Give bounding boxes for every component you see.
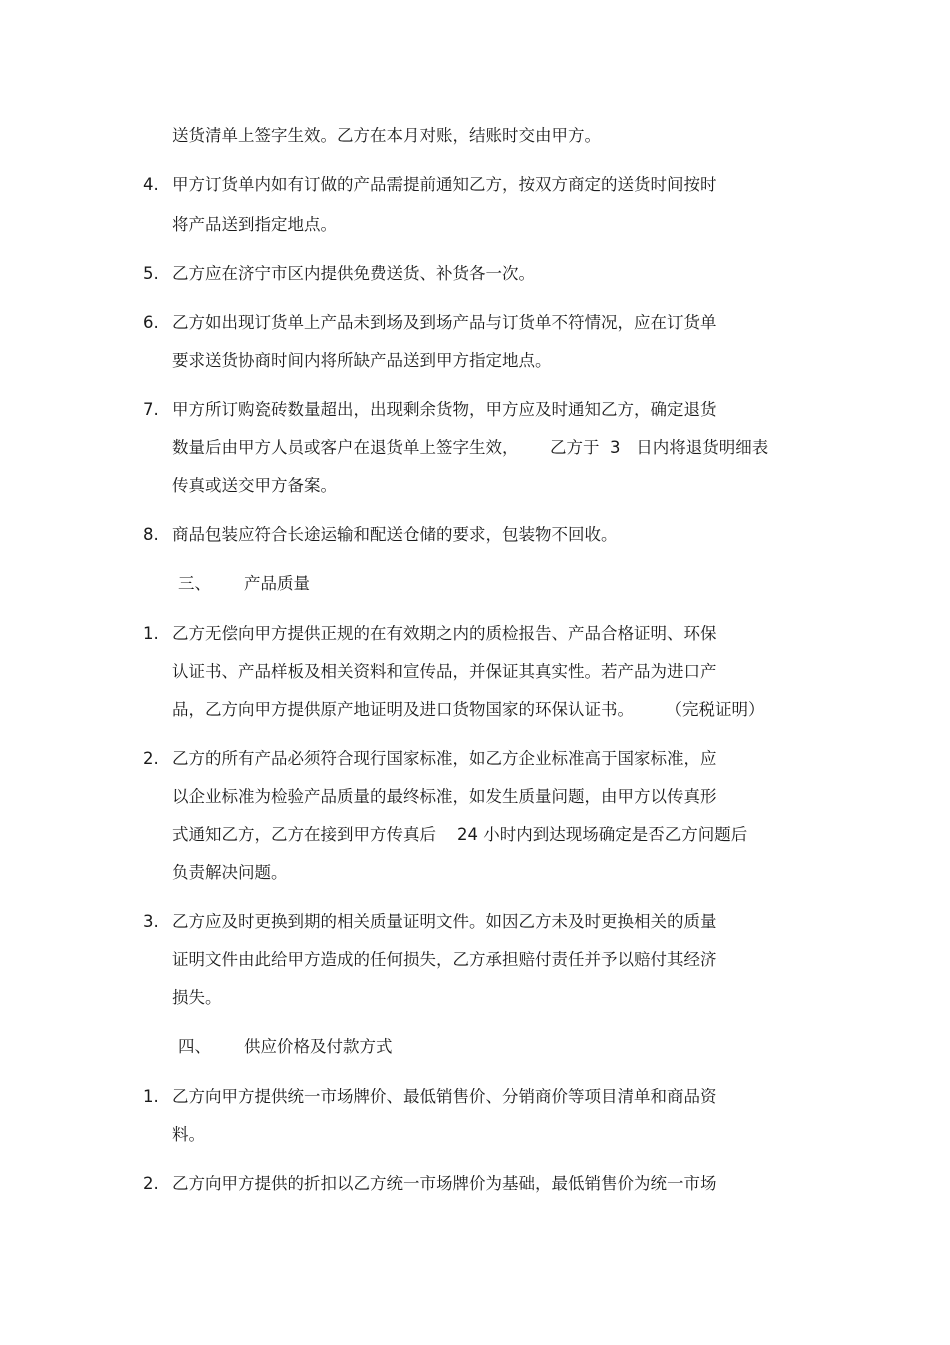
paragraph-line: 乙方无偿向甲方提供正规的在有效期之内的质检报告、产品合格证明、环保 [172,624,717,643]
paragraph-line: 式通知乙方，乙方在接到甲方传真后 24 小时内到达现场确定是否乙方问题后 [172,825,748,844]
section-number: 四、 [178,1037,211,1056]
list-number: 8. [143,525,159,544]
paragraph-line: 以企业标准为检验产品质量的最终标准，如发生质量问题，由甲方以传真形 [172,787,717,806]
list-number: 1. [143,1087,159,1106]
paragraph-line: 商品包装应符合长途运输和配送仓储的要求，包装物不回收。 [172,525,618,544]
paragraph-line: 乙方向甲方提供统一市场牌价、最低销售价、分销商价等项目清单和商品资 [172,1087,717,1106]
list-number: 6. [143,313,159,332]
paragraph-line: 品，乙方向甲方提供原产地证明及进口货物国家的环保认证书。 （完税证明） [172,700,765,719]
paragraph-line: 要求送货协商时间内将所缺产品送到甲方指定地点。 [172,351,552,370]
paragraph-line: 乙方向甲方提供的折扣以乙方统一市场牌价为基础，最低销售价为统一市场 [172,1174,717,1193]
section-heading: 产品质量 [244,574,310,593]
paragraph-line: 乙方应及时更换到期的相关质量证明文件。如因乙方未及时更换相关的质量 [172,912,717,931]
paragraph-line: 乙方的所有产品必须符合现行国家标准，如乙方企业标准高于国家标准，应 [172,749,717,768]
paragraph-line: 负责解决问题。 [172,863,288,882]
paragraph-line: 将产品送到指定地点。 [172,215,337,234]
list-number: 2. [143,1174,159,1193]
paragraph-line: 甲方订货单内如有订做的产品需提前通知乙方，按双方商定的送货时间按时 [172,175,717,194]
paragraph-line: 乙方应在济宁市区内提供免费送货、补货各一次。 [172,264,535,283]
paragraph-line: 乙方如出现订货单上产品未到场及到场产品与订货单不符情况，应在订货单 [172,313,717,332]
paragraph-line: 传真或送交甲方备案。 [172,476,337,495]
paragraph-line: 料。 [172,1125,205,1144]
list-number: 4. [143,175,159,194]
list-number: 7. [143,400,159,419]
list-number: 3. [143,912,159,931]
paragraph-line: 送货清单上签字生效。乙方在本月对账，结账时交由甲方。 [172,126,601,145]
paragraph-line: 证明文件由此给甲方造成的任何损失，乙方承担赔付责任并予以赔付其经济 [172,950,717,969]
list-number: 2. [143,749,159,768]
paragraph-line: 认证书、产品样板及相关资料和宣传品，并保证其真实性。若产品为进口产 [172,662,717,681]
paragraph-line: 数量后由甲方人员或客户在退货单上签字生效， 乙方于 3 日内将退货明细表 [172,438,769,457]
section-number: 三、 [178,574,211,593]
paragraph-line: 损失。 [172,988,222,1007]
list-number: 5. [143,264,159,283]
list-number: 1. [143,624,159,643]
section-heading: 供应价格及付款方式 [244,1037,393,1056]
paragraph-line: 甲方所订购瓷砖数量超出，出现剩余货物，甲方应及时通知乙方，确定退货 [172,400,717,419]
